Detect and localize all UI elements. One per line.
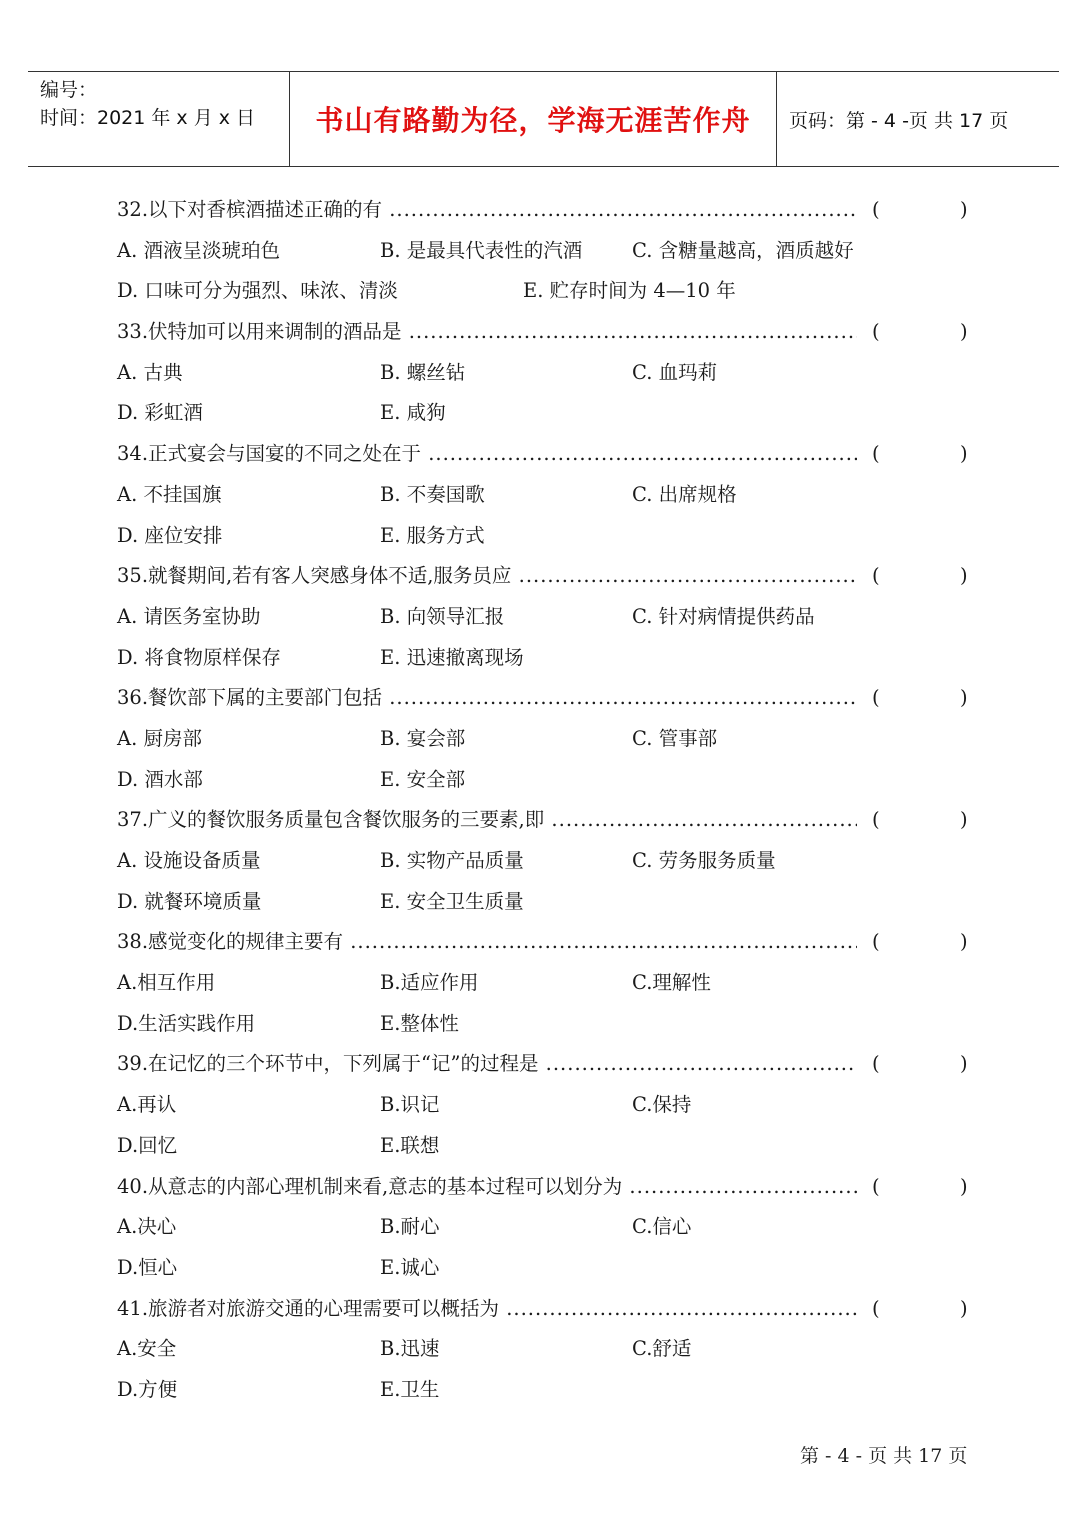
question-text: 33.伏特加可以用来调制的酒品是 ..... xyxy=(117,312,857,353)
answer-paren-open: ( xyxy=(872,686,880,710)
question-stem xyxy=(117,1044,977,1085)
option-e: E.诚心 xyxy=(380,1255,440,1279)
option-e: E. 服务方式 xyxy=(380,523,485,547)
option-row xyxy=(117,1329,977,1370)
question-stem xyxy=(117,800,977,841)
option-e: E. 贮存时间为 4—10 年 xyxy=(523,279,736,303)
option-row xyxy=(117,638,977,679)
answer-paren-open: ( xyxy=(872,1052,880,1076)
option-b: B.适应作用 xyxy=(380,971,479,995)
serial-label: 编号： xyxy=(40,79,98,101)
question-stem xyxy=(117,678,977,719)
option-c: C. 管事部 xyxy=(632,726,718,750)
option-row xyxy=(117,393,977,434)
question-stem xyxy=(117,190,977,231)
option-d: D. 将食物原样保存 xyxy=(117,645,281,669)
option-row xyxy=(117,1004,977,1045)
option-row xyxy=(117,516,977,557)
option-a: A. 设施设备质量 xyxy=(117,849,261,872)
option-b: B.耐心 xyxy=(380,1215,440,1239)
option-row xyxy=(117,353,977,394)
option-d: D.生活实践作用 xyxy=(117,1011,256,1035)
question-stem xyxy=(117,1289,977,1330)
question-text: 38.感觉变化的规律主要有 ..... xyxy=(117,922,857,963)
question-stem xyxy=(117,434,977,475)
option-c: C. 针对病情提供药品 xyxy=(632,604,815,628)
option-c: C.信心 xyxy=(632,1215,692,1239)
header-motto: 书山有路勤为径，学海无涯苦作舟 xyxy=(290,72,777,166)
answer-paren-open: ( xyxy=(872,808,880,832)
option-c: C.理解性 xyxy=(632,971,711,995)
option-row xyxy=(117,1370,977,1411)
option-b: B. 宴会部 xyxy=(380,726,466,750)
option-b: B. 向领导汇报 xyxy=(380,604,505,628)
answer-paren-close: ) xyxy=(960,198,968,221)
option-e: E. 安全卫生质量 xyxy=(380,889,524,913)
answer-paren-open: ( xyxy=(872,442,880,466)
option-row xyxy=(117,1126,977,1167)
option-row xyxy=(117,841,977,882)
option-b: B. 是最具代表性的汽酒 xyxy=(380,238,583,262)
option-a: A.再认 xyxy=(117,1093,177,1117)
time-label: 时间：2021 年 x 月 x 日 xyxy=(40,107,256,129)
answer-paren-open: ( xyxy=(872,1296,880,1320)
answer-paren-close: ) xyxy=(960,686,968,710)
question-text: 39.在记忆的三个环节中，下列属于“记”的过程是 ..... xyxy=(117,1044,857,1085)
option-a: A. 厨房部 xyxy=(117,726,202,750)
answer-paren-open: ( xyxy=(872,564,880,588)
option-e: E.联想 xyxy=(380,1133,440,1157)
question-text: 35.就餐期间,若有客人突感身体不适,服务员应 ..... xyxy=(117,556,857,597)
option-b: B.识记 xyxy=(380,1093,440,1117)
option-c: C.保持 xyxy=(632,1093,692,1117)
option-c: C.舒适 xyxy=(632,1337,692,1361)
page-footer: 第 - 4 - 页 共 17 页 xyxy=(800,1445,968,1467)
answer-paren-close: ) xyxy=(960,1296,968,1320)
option-c: C. 出席规格 xyxy=(632,482,737,506)
option-row xyxy=(117,597,977,638)
option-row xyxy=(117,1248,977,1289)
question-text: 41.旅游者对旅游交通的心理需要可以概括为 ..... xyxy=(117,1289,857,1330)
option-row xyxy=(117,963,977,1004)
option-a: A.相互作用 xyxy=(117,971,216,995)
option-a: A. 请医务室协助 xyxy=(117,604,261,628)
option-e: E. 咸狗 xyxy=(380,401,446,425)
answer-paren-close: ) xyxy=(960,808,968,832)
option-row xyxy=(117,1207,977,1248)
answer-paren-close: ) xyxy=(960,930,968,954)
option-row xyxy=(117,882,977,923)
answer-paren-open: ( xyxy=(872,1174,880,1198)
question-stem xyxy=(117,922,977,963)
option-row xyxy=(117,231,977,272)
header-page-info: 页码：第 - 4 -页 共 17 页 xyxy=(789,109,1009,132)
header-meta xyxy=(28,72,290,166)
option-d: D.方便 xyxy=(117,1377,178,1401)
option-row xyxy=(117,760,977,801)
question-stem xyxy=(117,1167,977,1208)
question-list xyxy=(117,190,977,1411)
option-a: A. 古典 xyxy=(117,360,183,384)
answer-paren-close: ) xyxy=(960,1174,968,1198)
question-text: 32.以下对香槟酒描述正确的有 ..... xyxy=(117,190,857,231)
question-text: 36.餐饮部下属的主要部门包括 ..... xyxy=(117,678,857,719)
option-row xyxy=(117,1085,977,1126)
option-row xyxy=(117,271,977,312)
answer-paren-open: ( xyxy=(872,320,880,344)
question-text: 34.正式宴会与国宴的不同之处在于 ..... xyxy=(117,434,857,475)
option-b: B. 不奏国歌 xyxy=(380,482,485,506)
answer-paren-close: ) xyxy=(960,564,968,588)
option-b: B.迅速 xyxy=(380,1337,440,1361)
option-e: E. 迅速撤离现场 xyxy=(380,645,524,669)
question-text: 37.广义的餐饮服务质量包含餐饮服务的三要素,即 ..... xyxy=(117,800,857,841)
option-d: D. 酒水部 xyxy=(117,767,203,791)
option-a: A. 酒液呈淡琥珀色 xyxy=(117,238,280,262)
option-a: A.决心 xyxy=(117,1215,177,1239)
answer-paren-close: ) xyxy=(960,442,968,466)
option-c: C. 劳务服务质量 xyxy=(632,849,776,872)
answer-paren-open: ( xyxy=(872,930,880,954)
option-a: A. 不挂国旗 xyxy=(117,482,222,506)
option-d: D. 口味可分为强烈、味浓、清淡 xyxy=(117,279,398,303)
option-e: E. 安全部 xyxy=(380,767,466,791)
option-e: E.卫生 xyxy=(380,1377,440,1401)
answer-paren-close: ) xyxy=(960,1052,968,1076)
option-d: D.回忆 xyxy=(117,1133,178,1157)
option-c: C. 含糖量越高，酒质越好 xyxy=(632,238,854,262)
option-d: D. 就餐环境质量 xyxy=(117,889,262,913)
option-d: D. 座位安排 xyxy=(117,523,223,547)
option-d: D. 彩虹酒 xyxy=(117,401,203,425)
option-c: C. 血玛莉 xyxy=(632,360,718,384)
option-e: E.整体性 xyxy=(380,1011,459,1035)
question-stem xyxy=(117,556,977,597)
option-d: D.恒心 xyxy=(117,1255,178,1279)
answer-paren-close: ) xyxy=(960,320,968,344)
option-a: A.安全 xyxy=(117,1337,177,1361)
option-b: B. 实物产品质量 xyxy=(380,849,524,872)
option-row xyxy=(117,475,977,516)
question-text: 40.从意志的内部心理机制来看,意志的基本过程可以划分为 ..... xyxy=(117,1167,857,1208)
question-stem xyxy=(117,312,977,353)
answer-paren-open: ( xyxy=(872,198,880,221)
page-header xyxy=(28,71,1059,167)
option-b: B. 螺丝钻 xyxy=(380,360,466,384)
option-row xyxy=(117,719,977,760)
